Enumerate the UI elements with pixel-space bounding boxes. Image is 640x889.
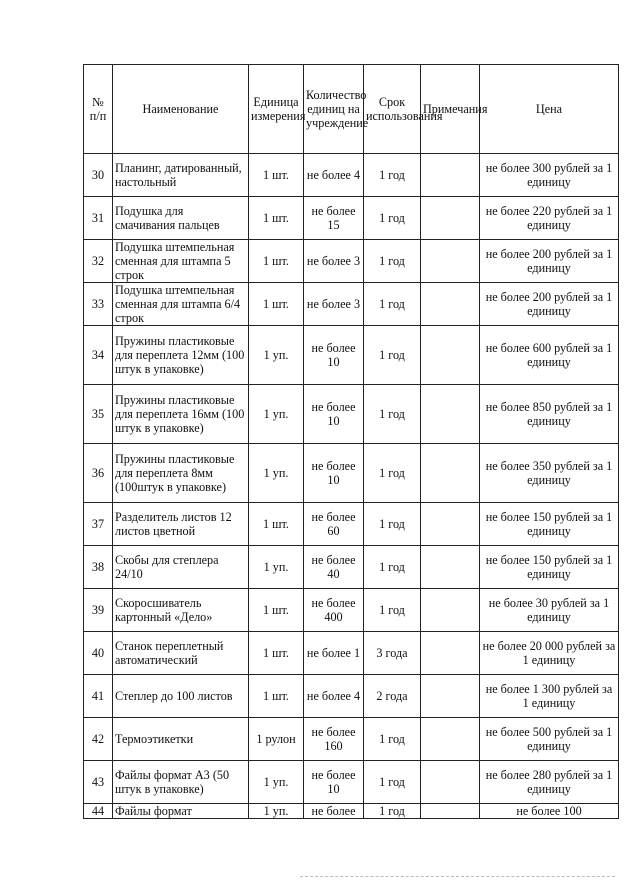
cell-term: 1 год bbox=[364, 589, 421, 632]
cell-note bbox=[421, 385, 480, 444]
table-row bbox=[84, 675, 619, 718]
cell-num: 39 bbox=[84, 589, 113, 632]
cell-num: 32 bbox=[84, 240, 113, 283]
cell-price: не более 150 рублей за 1 единицу bbox=[480, 503, 619, 546]
cell-num: 43 bbox=[84, 761, 113, 804]
cell-term: 1 год bbox=[364, 385, 421, 444]
cell-name: Файлы формат bbox=[113, 804, 249, 819]
cell-price: не более 850 рублей за 1 единицу bbox=[480, 385, 619, 444]
header-term: Срок использования bbox=[364, 65, 421, 154]
cell-name: Планинг, датированный, настольный bbox=[113, 154, 249, 197]
cell-note bbox=[421, 632, 480, 675]
table-row bbox=[84, 283, 619, 326]
cell-price: не более 220 рублей за 1 единицу bbox=[480, 197, 619, 240]
cell-note bbox=[421, 154, 480, 197]
cell-unit: 1 уп. bbox=[249, 761, 304, 804]
cell-price: не более 350 рублей за 1 единицу bbox=[480, 444, 619, 503]
table-row bbox=[84, 503, 619, 546]
cell-price: не более 500 рублей за 1 единицу bbox=[480, 718, 619, 761]
cell-term: 1 год bbox=[364, 154, 421, 197]
cell-qty: не более 400 bbox=[304, 589, 364, 632]
cell-unit: 1 шт. bbox=[249, 197, 304, 240]
cell-num: 42 bbox=[84, 718, 113, 761]
cell-name: Скоросшиватель картонный «Дело» bbox=[113, 589, 249, 632]
cell-note bbox=[421, 589, 480, 632]
cell-unit: 1 уп. bbox=[249, 804, 304, 819]
cell-price: не более 280 рублей за 1 единицу bbox=[480, 761, 619, 804]
cell-name: Файлы формат А3 (50 штук в упаковке) bbox=[113, 761, 249, 804]
header-num: № п/п bbox=[84, 65, 113, 154]
cell-name: Пружины пластиковые для переплета 8мм (100штук в упаковке) bbox=[113, 444, 249, 503]
cell-term: 1 год bbox=[364, 718, 421, 761]
cell-name: Пружины пластиковые для переплета 16мм (100 штук в упаковке) bbox=[113, 385, 249, 444]
table-row bbox=[84, 589, 619, 632]
cell-term: 1 год bbox=[364, 283, 421, 326]
cell-unit: 1 уп. bbox=[249, 385, 304, 444]
table-row bbox=[84, 385, 619, 444]
cell-qty: не более bbox=[304, 804, 364, 819]
cell-unit: 1 шт. bbox=[249, 503, 304, 546]
cell-term: 1 год bbox=[364, 804, 421, 819]
cell-unit: 1 шт. bbox=[249, 632, 304, 675]
cell-name: Подушка штемпельная сменная для штампа 6/4 строк bbox=[113, 283, 249, 326]
footer-divider bbox=[300, 876, 615, 877]
cell-price: не более 200 рублей за 1 единицу bbox=[480, 283, 619, 326]
table-body bbox=[84, 154, 619, 819]
cell-num: 36 bbox=[84, 444, 113, 503]
cell-num: 37 bbox=[84, 503, 113, 546]
cell-qty: не более 40 bbox=[304, 546, 364, 589]
cell-unit: 1 уп. bbox=[249, 444, 304, 503]
cell-unit: 1 шт. bbox=[249, 589, 304, 632]
header-note: Примечания bbox=[421, 65, 480, 154]
cell-note bbox=[421, 503, 480, 546]
cell-num: 41 bbox=[84, 675, 113, 718]
cell-term: 1 год bbox=[364, 240, 421, 283]
header-name: Наименование bbox=[113, 65, 249, 154]
cell-num: 35 bbox=[84, 385, 113, 444]
cell-qty: не более 60 bbox=[304, 503, 364, 546]
table-row bbox=[84, 718, 619, 761]
cell-num: 31 bbox=[84, 197, 113, 240]
cell-qty: не более 3 bbox=[304, 283, 364, 326]
cell-term: 1 год bbox=[364, 503, 421, 546]
cell-price: не более 1 300 рублей за 1 единицу bbox=[480, 675, 619, 718]
cell-note bbox=[421, 197, 480, 240]
cell-qty: не более 10 bbox=[304, 444, 364, 503]
cell-price: не более 150 рублей за 1 единицу bbox=[480, 546, 619, 589]
header-unit: Единица измерения bbox=[249, 65, 304, 154]
cell-unit: 1 шт. bbox=[249, 240, 304, 283]
cell-unit: 1 шт. bbox=[249, 154, 304, 197]
cell-num: 30 bbox=[84, 154, 113, 197]
cell-unit: 1 уп. bbox=[249, 546, 304, 589]
cell-name: Пружины пластиковые для переплета 12мм (100 штук в упаковке) bbox=[113, 326, 249, 385]
supplies-table bbox=[83, 64, 619, 819]
cell-name: Разделитель листов 12 листов цветной bbox=[113, 503, 249, 546]
header-qty: Количество единиц на учреждение bbox=[304, 65, 364, 154]
cell-note bbox=[421, 283, 480, 326]
cell-qty: не более 160 bbox=[304, 718, 364, 761]
cell-num: 34 bbox=[84, 326, 113, 385]
header-price: Цена bbox=[480, 65, 619, 154]
table-row bbox=[84, 804, 619, 819]
cell-num: 40 bbox=[84, 632, 113, 675]
cell-unit: 1 уп. bbox=[249, 326, 304, 385]
cell-name: Степлер до 100 листов bbox=[113, 675, 249, 718]
cell-name: Скобы для степлера 24/10 bbox=[113, 546, 249, 589]
cell-qty: не более 10 bbox=[304, 761, 364, 804]
cell-unit: 1 шт. bbox=[249, 675, 304, 718]
cell-name: Станок переплетный автоматический bbox=[113, 632, 249, 675]
cell-note bbox=[421, 718, 480, 761]
cell-term: 1 год bbox=[364, 761, 421, 804]
table-row bbox=[84, 240, 619, 283]
cell-qty: не более 15 bbox=[304, 197, 364, 240]
cell-qty: не более 4 bbox=[304, 154, 364, 197]
table-row bbox=[84, 546, 619, 589]
cell-qty: не более 10 bbox=[304, 326, 364, 385]
cell-price: не более 600 рублей за 1 единицу bbox=[480, 326, 619, 385]
cell-name: Термоэтикетки bbox=[113, 718, 249, 761]
cell-name: Подушка для смачивания пальцев bbox=[113, 197, 249, 240]
cell-price: не более 100 bbox=[480, 804, 619, 819]
cell-note bbox=[421, 546, 480, 589]
cell-qty: не более 3 bbox=[304, 240, 364, 283]
cell-qty: не более 10 bbox=[304, 385, 364, 444]
table-row bbox=[84, 632, 619, 675]
cell-num: 38 bbox=[84, 546, 113, 589]
cell-term: 1 год bbox=[364, 444, 421, 503]
cell-note bbox=[421, 761, 480, 804]
cell-note bbox=[421, 804, 480, 819]
cell-term: 2 года bbox=[364, 675, 421, 718]
cell-note bbox=[421, 675, 480, 718]
cell-term: 3 года bbox=[364, 632, 421, 675]
table-row bbox=[84, 154, 619, 197]
cell-note bbox=[421, 444, 480, 503]
cell-qty: не более 4 bbox=[304, 675, 364, 718]
cell-term: 1 год bbox=[364, 546, 421, 589]
cell-num: 44 bbox=[84, 804, 113, 819]
cell-unit: 1 шт. bbox=[249, 283, 304, 326]
cell-name: Подушка штемпельная сменная для штампа 5 строк bbox=[113, 240, 249, 283]
cell-term: 1 год bbox=[364, 197, 421, 240]
table-header-row bbox=[84, 65, 619, 154]
table-row bbox=[84, 197, 619, 240]
cell-price: не более 30 рублей за 1 единицу bbox=[480, 589, 619, 632]
table-row bbox=[84, 326, 619, 385]
table-row bbox=[84, 761, 619, 804]
cell-note bbox=[421, 240, 480, 283]
cell-term: 1 год bbox=[364, 326, 421, 385]
cell-price: не более 300 рублей за 1 единицу bbox=[480, 154, 619, 197]
cell-price: не более 20 000 рублей за 1 единицу bbox=[480, 632, 619, 675]
cell-note bbox=[421, 326, 480, 385]
cell-unit: 1 рулон bbox=[249, 718, 304, 761]
cell-price: не более 200 рублей за 1 единицу bbox=[480, 240, 619, 283]
cell-num: 33 bbox=[84, 283, 113, 326]
cell-qty: не более 1 bbox=[304, 632, 364, 675]
table-row bbox=[84, 444, 619, 503]
